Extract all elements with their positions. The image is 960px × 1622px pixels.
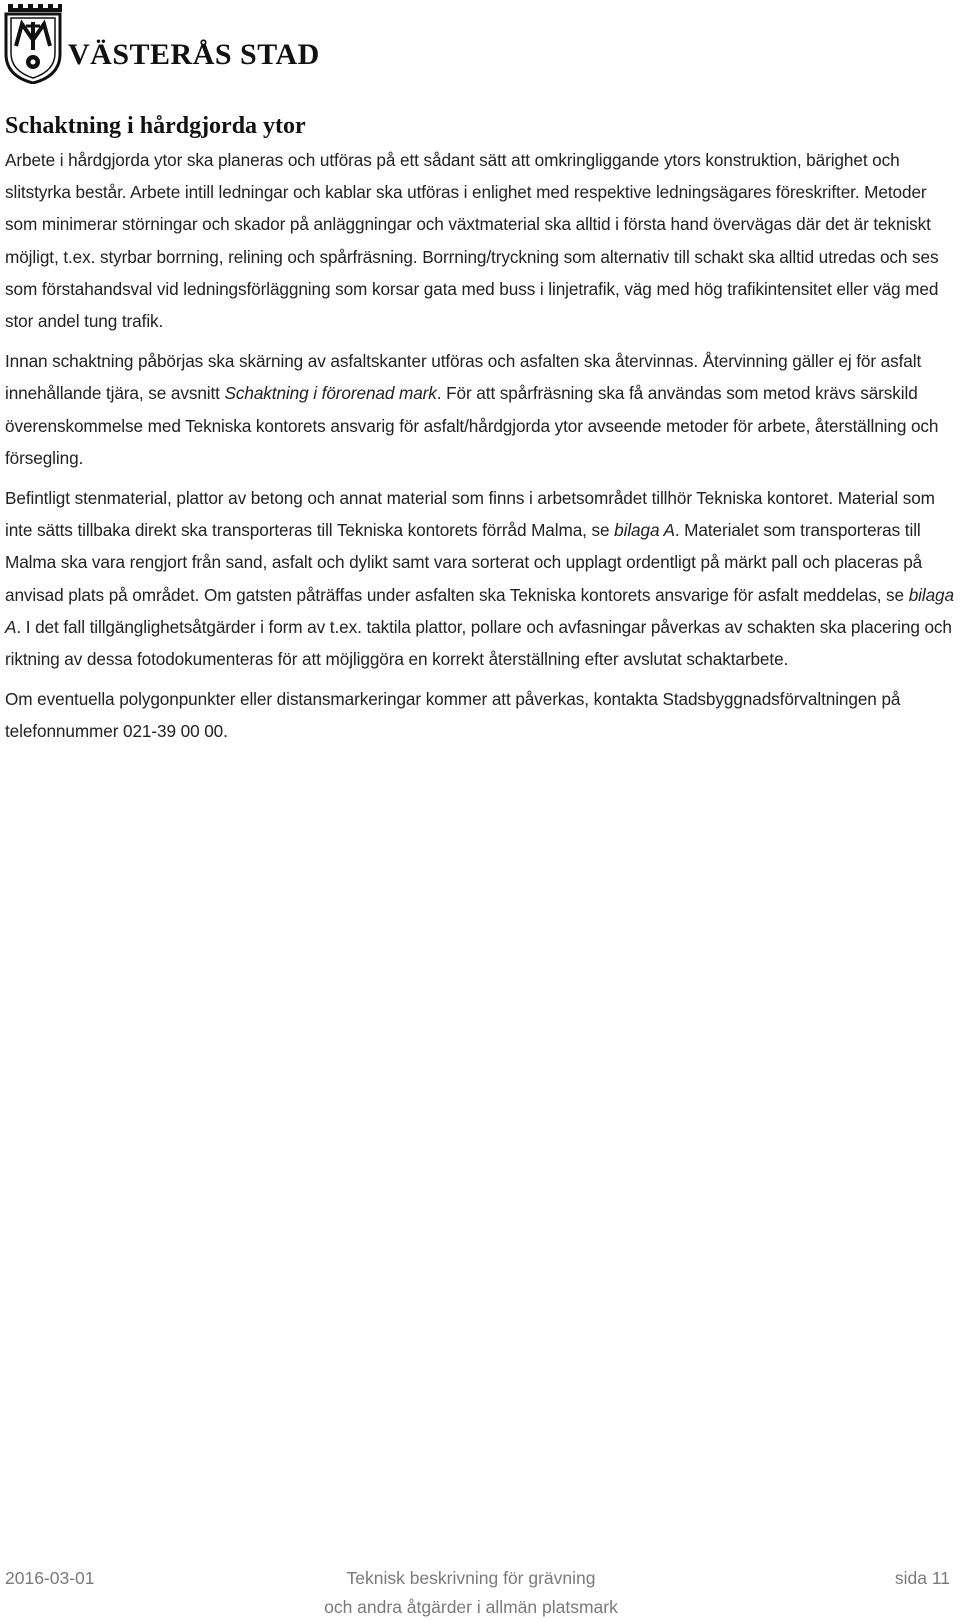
document-header <box>4 2 324 86</box>
paragraph-1 <box>5 144 955 337</box>
footer-date: 2016-03-01 <box>5 1568 95 1588</box>
section-title: Schaktning i hårdgjorda ytor <box>5 113 306 139</box>
appendix-reference-1: bilaga A <box>614 520 675 541</box>
footer-title-line-2: och andra åtgärder i allmän platsmark <box>324 1597 618 1617</box>
paragraph-1-text: Arbete i hårdgjorda ytor ska planeras och utföras på ett sådant sätt att omkringliggande ytors konstruktion, bärighet och slitstyrka består. Arbete intill ledningar och kablar ska utföras i enlighet med respektive ledningsägares föreskrifter. Metoder som minimerar störningar och skador på anläggningar och växtmaterial ska alltid i första hand övervägas där det är tekniskt möjligt, t.ex. styrbar borrning, relining och spårfräsning. Borrning/tryckning som alternativ till schakt ska alltid utredas och ses som förstahandsval vid ledningsförläggning som korsar gata med buss i linjetrafik, väg med hög trafikintensitet eller väg med stor andel tung trafik. <box>5 150 939 332</box>
paragraph-4-text: Om eventuella polygonpunkter eller distansmarkeringar kommer att påverkas, kontakta Stadsbyggnadsförvaltningen på telefonnummer 021-39 00 00. <box>5 689 901 742</box>
organization-name: VÄSTERÅS STAD <box>68 38 320 71</box>
document-footer <box>5 1560 955 1622</box>
footer-page-number: sida 11 <box>894 1568 950 1588</box>
footer-title-line-1: Teknisk beskrivning för grävning <box>346 1568 596 1588</box>
paragraph-2 <box>5 345 955 474</box>
paragraph-2-text-a: Innan schaktning påbörjas ska skärning av asfaltskanter utföras och asfalten ska återvinnas. Återvinning gäller ej för asfalt innehållande tjära, se avsnitt <box>5 351 922 404</box>
paragraph-3-text-b: . Materialet som transporteras till Malma ska vara rengjort från sand, asfalt och dylikt samt vara sorterat och upplagt ordentligt på märkt pall och placeras på anvisad plats på området. Om gatsten påträffas under asfalten ska Tekniska kontorets ansvarige för asfalt meddelas, se <box>5 520 923 605</box>
document-body <box>5 110 955 756</box>
paragraph-3-text-a: Befintligt stenmaterial, plattor av betong och annat material som finns i arbetsområdet tillhör Tekniska kontoret. Material som inte sätts tillbaka direkt ska transporteras till Tekniska kontorets förråd Malma, se <box>5 488 935 541</box>
appendix-reference-2: bilaga A <box>5 584 954 637</box>
vasteras-crest-icon <box>4 2 62 84</box>
paragraph-2-text-b: . För att spårfräsning ska få användas som metod krävs särskild överenskommelse med Tekniska kontorets ansvarig för asfalt/hårdgjorda ytor avseende metoder för arbete, återställning och försegling. <box>5 383 939 468</box>
paragraph-4 <box>5 683 955 747</box>
paragraph-3 <box>5 482 955 675</box>
paragraph-3-text-c: . I det fall tillgänglighetsåtgärder i form av t.ex. taktila plattor, pollare och avfasningar påverkas av schakten ska placering och riktning av dessa fotodokumenteras för att möjliggöra en korrekt återställning efter avslutat schaktarbete. <box>5 616 952 670</box>
footer-document-title <box>301 1564 641 1622</box>
section-reference-italic: Schaktning i förorenad mark <box>224 383 437 404</box>
